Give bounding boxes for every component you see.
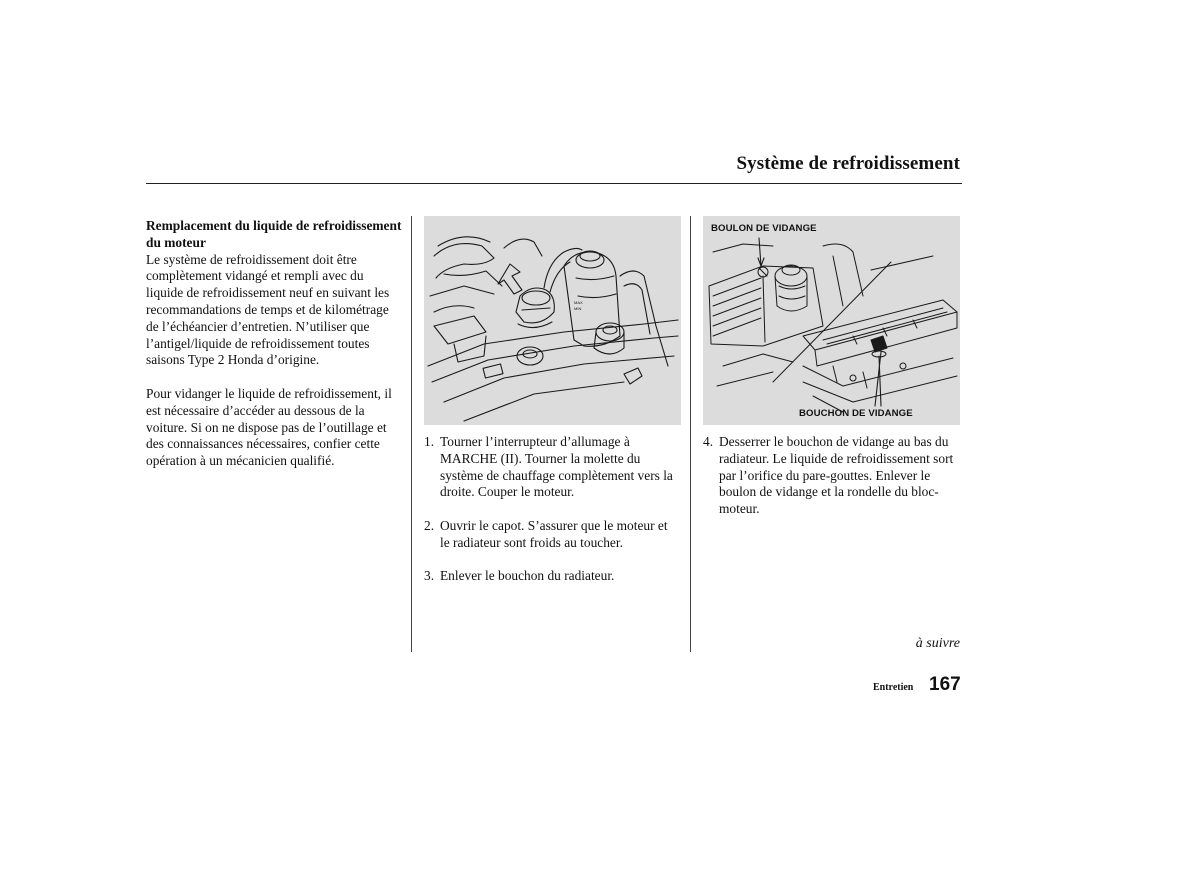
drain-plug-label: BOUCHON DE VIDANGE [799, 408, 913, 419]
title-rule [146, 183, 962, 184]
svg-text:MAX: MAX [574, 300, 583, 305]
step-item [424, 518, 680, 552]
column-intro [146, 218, 404, 470]
section-heading: Remplacement du liquide de refroidissement du moteur [146, 218, 402, 250]
column-divider-left [411, 216, 412, 652]
step-item [703, 434, 959, 518]
engine-bay-illustration [424, 216, 681, 425]
steps-column-3 [703, 434, 959, 535]
step-text: Enlever le bouchon du radiateur. [440, 568, 615, 584]
step-item [424, 568, 680, 585]
drain-bolt-label: BOULON DE VIDANGE [711, 223, 817, 234]
footer-section-name: Entretien [873, 682, 914, 693]
step-number: 3. [424, 568, 435, 584]
step-text: Ouvrir le capot. S’assurer que le moteur et le radiateur sont froids au toucher. [440, 517, 668, 550]
step-number: 4. [703, 434, 714, 449]
continued-note: à suivre [915, 636, 960, 651]
page-number: 167 [929, 674, 961, 695]
drain-plug-drawing [703, 216, 960, 425]
steps-column-2 [424, 434, 680, 602]
page-title: Système de refroidissement [736, 153, 960, 174]
drain-plug-illustration [703, 216, 960, 425]
step-text: Tourner l’interrupteur d’allumage à MARCHE (II). Tourner la molette du système de chauffage complètement vers la droite. Couper le moteur. [440, 434, 673, 500]
step-number: 1. [424, 434, 435, 449]
step-item [424, 434, 680, 501]
radiator-cap-drawing [424, 216, 681, 425]
step-text: Desserrer le bouchon de vidange au bas du radiateur. Le liquide de refroidissement sort par l’orifice du pare-gouttes. Enlever le boulon de vidange et la rondelle du bloc-moteur. [719, 434, 954, 517]
step-number: 2. [424, 517, 435, 533]
svg-text:MIN: MIN [574, 306, 582, 311]
column-divider-right [690, 216, 691, 652]
intro-paragraph: Le système de refroidissement doit être complètement vidangé et rempli avec du liquide de refroidissement neuf en suivant les recommandations de temps et de kilométrage de l’échéancier d’entretien. N’utiliser que l’antigel/liquide de refroidissement toutes saisons Type 2 Honda d’origine. [146, 251, 390, 368]
warning-paragraph: Pour vidanger le liquide de refroidissement, il est nécessaire d’accéder au dessous de la voiture. Si on ne dispose pas de l’outillage et des connaissances nécessaires, confier cette opération à un mécanicien qualifié. [146, 385, 392, 469]
